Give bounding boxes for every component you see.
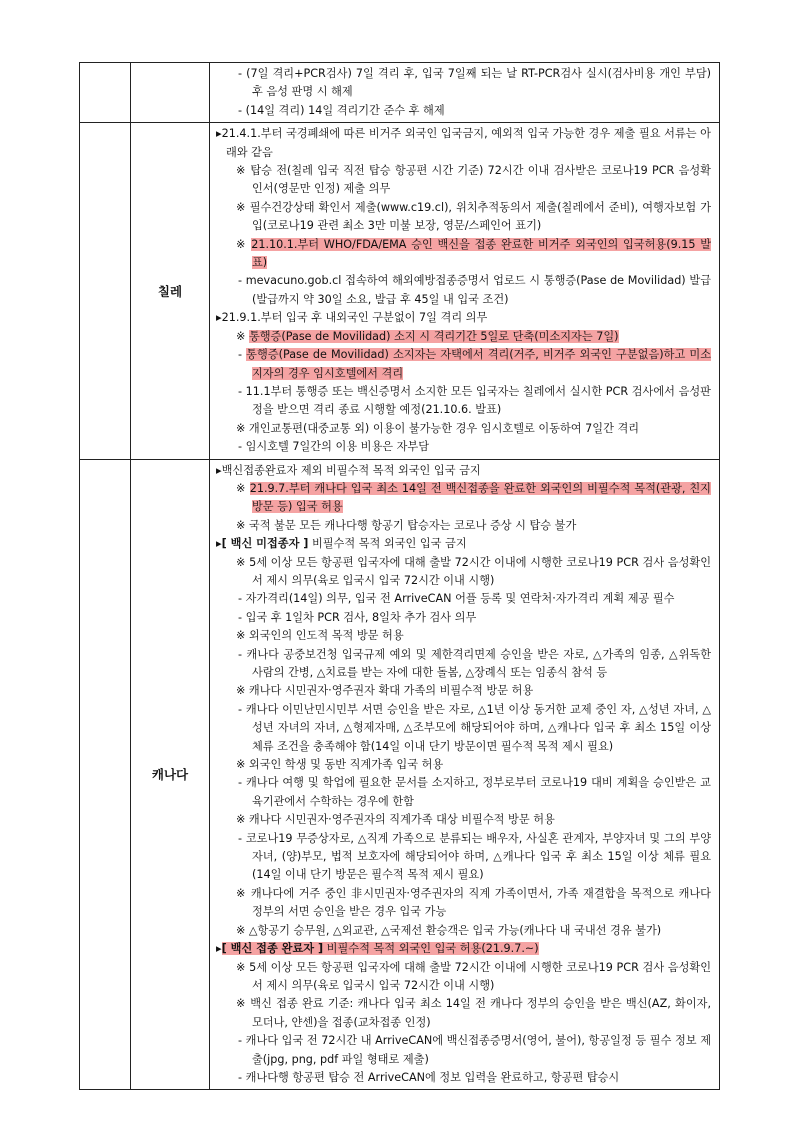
measure-line (216, 480, 711, 517)
measures-cell (210, 63, 720, 123)
line-text: ※ 외국인 학생 및 동반 직계가족 입국 허용 (236, 758, 444, 772)
line-text: ※ 외국인의 인도적 목적 방문 허용 (236, 629, 404, 643)
line-text: ※ 캐나다에 거주 중인 非시민권자·영주권자의 직계 가족이면서, 가족 재결합을 목적으로 캐나다 정부의 서면 승인을 받은 경우 입국 가능 (236, 886, 711, 919)
measure-line (216, 959, 711, 996)
line-text: ▸백신접종완료자 제외 비필수적 목적 외국인 입국 금지 (216, 463, 481, 477)
line-text: ▸21.9.1.부터 입국 후 내외국인 구분없이 7일 격리 의무 (216, 311, 488, 325)
measure-line (216, 995, 711, 1032)
line-text: ※ 5세 이상 모든 항공편 입국자에 대해 출발 72시간 이내에 시행한 코로나19 PCR 검사 음성확인서 제시 의무(육로 입국시 입국 72시간 이내 시행) (236, 960, 711, 992)
measure-line (216, 383, 711, 420)
line-text: - 캐나다행 항공편 탑승 전 ArriveCAN에 정보 입력을 완료하고, 항공편 탑승시 (238, 1070, 620, 1084)
category-tag: [ 백신 접종 완료자 ] (221, 942, 324, 956)
line-text: ※ 필수건강상태 확인서 제출(www.c19.cl), 위치추적동의서 제출(칠레에서 준비), 여행자보험 가입(코로나19 관련 최소 3만 미불 보장, 영문/스페인어 표기) (236, 200, 711, 233)
line-text: - 입국 후 1일차 PCR 검사, 8일차 추가 검사 의무 (238, 610, 477, 624)
highlighted-text: 21.9.7.부터 캐나다 입국 최소 14일 전 백신접종을 완료한 외국인의 비필수적 목적(관광, 친지 방문 등) 입국 허용 (249, 481, 711, 514)
measure-line (216, 65, 711, 102)
measure-line (216, 646, 711, 683)
blank-cell (80, 123, 131, 459)
blank-cell (80, 63, 131, 123)
line-text: ※ 백신 접종 완료 기준: 캐나다 입국 최소 14일 전 캐나다 정부의 승인을 받은 백신(AZ, 화이자, 모더나, 얀센)을 접종(교차접종 인정) (236, 997, 711, 1029)
line-text: ▸ (216, 537, 222, 551)
country-name: 칠레 (131, 123, 210, 459)
measure-line (216, 102, 711, 120)
measure-line (216, 272, 711, 309)
measure-line (216, 1032, 711, 1069)
line-text: 비필수적 목적 외국인 입국 금지 (308, 537, 467, 551)
line-text: ※ 캐나다 시민권자·영주권자의 직계가족 대상 비필수적 방문 허용 (236, 813, 555, 827)
measure-line (216, 346, 711, 383)
highlighted-text: 21.10.1.부터 WHO/FDA/EMA 승인 백신을 접종 완료한 비거주 외국인의 입국허용(9.15 발표) (251, 237, 712, 270)
measure-line (216, 682, 711, 700)
line-text: ▸ (216, 942, 222, 956)
measure-line (216, 125, 711, 162)
measure-line (216, 922, 711, 940)
line-text: ▸21.4.1.부터 국경폐쇄에 따른 비거주 외국인 입국금지, 예외적 입국 가능한 경우 제출 필요 서류는 아래와 같음 (216, 127, 711, 159)
line-text: - 자가격리(14일) 의무, 입국 전 ArriveCAN 어플 등록 및 연락처·자가격리 계획 제공 필수 (238, 592, 675, 606)
measure-line (216, 236, 711, 273)
measure-line (216, 462, 711, 480)
measure-line (216, 535, 711, 553)
country-row (80, 123, 720, 459)
measure-line (216, 885, 711, 922)
line-text: - 임시호텔 7일간의 이용 비용은 자부담 (238, 440, 430, 454)
highlighted-text: 통행증(Pase de Movilidad) 소지 시 격리기간 5일로 단축(미소지자는 7일) (248, 329, 619, 343)
measure-line (216, 199, 711, 236)
blank-cell (80, 459, 131, 1090)
measure-line (216, 590, 711, 608)
line-text: ※ 캐나다 시민권자·영주권자 확대 가족의 비필수적 방문 허용 (236, 684, 534, 698)
line-text: - 코로나19 무증상자로, △직계 가족으로 분류되는 배우자, 사실혼 관계자, 부양자녀 및 그의 부양자녀, (양)부모, 법적 보호자에 해당되어야 하며, △캐나다 입국 후 최소 15일 이상 체류 필요(14일 이내 단기 방문은 필수적 목적 제시 필요) (238, 831, 711, 882)
line-text: ※ 개인교통편(대중교통 외) 이용이 불가능한 경우 임시호텔로 이동하여 7일간 격리 (236, 421, 640, 435)
measures-cell (210, 459, 720, 1090)
line-text: - 캐나다 입국 전 72시간 내 ArriveCAN에 백신접종증명서(영어, 불어), 항공일정 등 필수 정보 제출(jpg, png, pdf 파일 형태로 제출) (238, 1034, 711, 1066)
measure-line (216, 830, 711, 885)
line-text: - (238, 348, 247, 362)
measure-line (216, 1069, 711, 1087)
line-text: - 캐나다 여행 및 학업에 필요한 문서를 소지하고, 정부로부터 코로나19 대비 계획을 승인받은 교육기관에서 수학하는 경우에 한함 (238, 776, 711, 808)
measure-line (216, 609, 711, 627)
measure-line (216, 701, 711, 756)
line-text: - mevacuno.gob.cl 접속하여 해외예방접종증명서 업로드 시 통행증(Pase de Movilidad) 발급(발급까지 약 30일 소요, 발급 후 45일 내 입국 조건) (238, 274, 711, 306)
line-text: ※ (236, 481, 250, 495)
line-text: ※ △항공기 승무원, △외교관, △국제선 환승객은 입국 가능(캐나다 내 국내선 경유 불가) (236, 923, 662, 937)
line-text: ※ 5세 이상 모든 항공편 입국자에 대해 출발 72시간 이내에 시행한 코로나19 PCR 검사 음성확인서 제시 의무(육로 입국시 입국 72시간 이내 시행) (236, 555, 711, 587)
highlighted-text: 비필수적 목적 외국인 입국 허용(21.9.7.~) (323, 942, 539, 956)
line-text: - (14일 격리) 14일 격리기간 준수 후 해제 (238, 103, 445, 117)
measure-line (216, 627, 711, 645)
measure-line (216, 162, 711, 199)
country-row (80, 63, 720, 123)
measure-line (216, 756, 711, 774)
measure-line (216, 328, 711, 346)
entry-restrictions-table (79, 62, 720, 1090)
country-name (131, 63, 210, 123)
line-text: - 캐나다 공중보건청 입국규제 예외 및 제한격리면제 승인을 받은 자로, △가족의 임종, △위독한 사람의 간병, △치료를 받는 자에 대한 돌봄, △장례식 또는 임종식 참석 등 (238, 647, 711, 679)
line-text: ※ (236, 237, 252, 251)
line-text: ※ 국적 불문 모든 캐나다행 항공기 탑승자는 코로나 증상 시 탑승 불가 (236, 518, 577, 532)
country-name: 캐나다 (131, 459, 210, 1090)
measure-line (216, 309, 711, 327)
measure-line (216, 940, 711, 958)
line-text: - 11.1부터 통행증 또는 백신증명서 소지한 모든 입국자는 칠레에서 실시한 PCR 검사에서 음성판정을 받으면 격리 종료 시행할 예정(21.10.6. 발표) (238, 384, 711, 417)
measure-line (216, 774, 711, 811)
measure-line (216, 438, 711, 456)
measure-line (216, 420, 711, 438)
measure-line (216, 811, 711, 829)
line-text: - (7일 격리+PCR검사) 7일 격리 후, 입국 7일째 되는 날 RT-PCR검사 실시(검사비용 개인 부담) 후 음성 판명 시 해제 (238, 67, 711, 99)
line-text: ※ (236, 329, 249, 343)
measure-line (216, 517, 711, 535)
highlighted-text: 통행증(Pase de Movilidad) 소지자는 자택에서 격리(거주, 비거주 외국인 구분없음)하고 미소지자의 경우 임시호텔에서 격리 (246, 348, 712, 380)
line-text: - 캐나다 이민난민시민부 서면 승인을 받은 자로, △1년 이상 동거한 교제 중인 자, △성년 자녀, △성년 자녀의 자녀, △형제자매, △조부모에 해당되어야 하며, △캐나다 입국 후 최소 15일 이상 체류 조건을 충족해야 함(14일 이내 단기 방문이면 필수적 목적 제시 필요) (238, 702, 711, 753)
line-text: ※ 탑승 전(칠레 입국 직전 탑승 항공편 시간 기준) 72시간 이내 검사받은 코로나19 PCR 음성확인서(영문만 인정) 제출 의무 (236, 164, 711, 196)
country-row (80, 459, 720, 1090)
measures-cell (210, 123, 720, 459)
category-tag: [ 백신 미접종자 ] (221, 537, 309, 551)
measure-line (216, 554, 711, 591)
